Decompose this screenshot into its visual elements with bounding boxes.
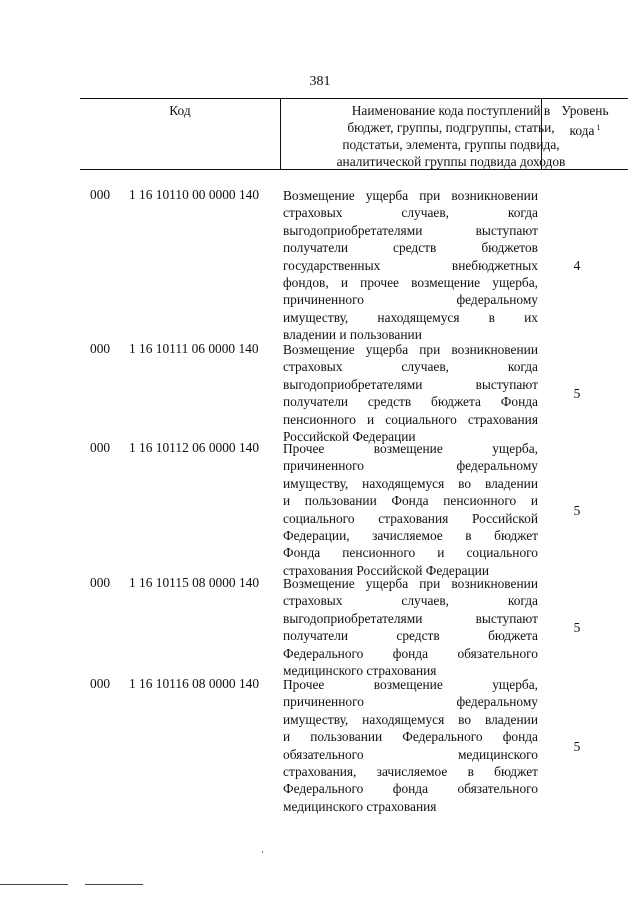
- revenue-name-line: причиненного федеральному: [283, 292, 538, 308]
- admin-code: 000: [90, 341, 111, 356]
- revenue-name: [283, 676, 538, 815]
- revenue-name-line: страхования, зачисляемое в бюджет: [283, 764, 538, 780]
- revenue-name-line: Федерального фонда обязательного: [283, 645, 538, 661]
- revenue-name-line: выгодоприобретателями выступают: [283, 376, 538, 392]
- revenue-code: 1 16 10112 06 0000 140: [129, 440, 260, 455]
- revenue-code: 1 16 10111 06 0000 140: [129, 341, 259, 356]
- revenue-name-line: государственных внебюджетных: [283, 257, 538, 273]
- revenue-name-line: имуществу, находящемуся во владении: [283, 711, 538, 727]
- page-number: 381: [309, 74, 331, 89]
- revenue-name-line: пенсионного и социального страхования: [283, 411, 538, 427]
- revenue-code: 1 16 10116 08 0000 140: [129, 676, 260, 691]
- revenue-name-line: Российской Федерации: [283, 429, 416, 445]
- revenue-name-line: владении и пользовании: [283, 327, 422, 343]
- header-level-line: Уровень: [561, 103, 609, 118]
- level-code: 5: [573, 620, 581, 636]
- revenue-name-line: Федерального фонда обязательного: [283, 781, 538, 797]
- revenue-name-line: выгодоприобретателями выступают: [283, 610, 538, 626]
- revenue-name-line: социального страхования Российской: [283, 510, 538, 526]
- header-name-line: подстатьи, элемента, группы подвида,: [342, 137, 560, 152]
- revenue-name-line: получатели средств бюджета Фонда: [283, 394, 538, 410]
- revenue-name: [283, 187, 538, 344]
- footer-rule: [0, 884, 68, 885]
- revenue-name-line: получатели средств бюджетов: [283, 240, 538, 256]
- admin-code: 000: [90, 187, 111, 202]
- revenue-name: [283, 341, 538, 445]
- revenue-name-line: страховых случаев, когда: [283, 205, 538, 221]
- revenue-name-line: и пользовании Фонда пенсионного и: [283, 493, 538, 509]
- header-name-line: аналитической группы подвида доходов: [336, 154, 566, 169]
- revenue-name-line: имуществу, находящемуся в их: [283, 309, 538, 325]
- revenue-name-line: Фонда пенсионного и социального: [283, 545, 538, 561]
- table-header: [80, 98, 628, 170]
- revenue-name-line: страхования Российской Федерации: [283, 562, 489, 578]
- revenue-name-line: страховых случаев, когда: [283, 359, 538, 375]
- revenue-name-line: причиненного федеральному: [283, 694, 538, 710]
- level-code: 5: [573, 738, 581, 754]
- header-name-line: бюджет, группы, подгруппы, статьи,: [347, 120, 555, 135]
- admin-code: 000: [90, 440, 111, 455]
- revenue-code: 1 16 10110 00 0000 140: [129, 187, 260, 202]
- revenue-name-line: Федерации, зачисляемое в бюджет: [283, 528, 538, 544]
- level-code: 5: [573, 386, 581, 402]
- revenue-name-line: Прочее возмещение ущерба,: [283, 441, 538, 456]
- scan-speck: [262, 851, 263, 853]
- header-name-line: Наименование кода поступлений в: [351, 103, 551, 118]
- level-code: 4: [573, 258, 581, 274]
- header-code: Код: [169, 103, 191, 118]
- revenue-name-line: имуществу, находящемуся во владении: [283, 475, 538, 491]
- revenue-name-line: получатели средств бюджета: [283, 628, 538, 644]
- revenue-name-line: Прочее возмещение ущерба,: [283, 677, 538, 692]
- header-level-line: [541, 119, 629, 139]
- revenue-name-line: причиненного федеральному: [283, 458, 538, 474]
- revenue-name-line: и пользовании Федерального фонда: [283, 729, 538, 745]
- revenue-name-line: Возмещение ущерба при возникновении: [283, 188, 538, 203]
- revenue-name-line: медицинского страхования: [283, 798, 437, 814]
- revenue-code: 1 16 10115 08 0000 140: [129, 575, 260, 590]
- revenue-name: [283, 440, 538, 579]
- admin-code: 000: [90, 676, 111, 691]
- revenue-name-line: медицинского страхования: [283, 663, 437, 679]
- revenue-name: [283, 575, 538, 679]
- revenue-name-line: страховых случаев, когда: [283, 593, 538, 609]
- revenue-name-line: фондов, и прочее возмещение ущерба,: [283, 275, 538, 291]
- revenue-name-line: Возмещение ущерба при возникновении: [283, 342, 538, 357]
- footnote-marker: 1: [596, 123, 601, 132]
- revenue-name-line: выгодоприобретателями выступают: [283, 222, 538, 238]
- level-code: 5: [573, 502, 581, 518]
- revenue-name-line: обязательного медицинского: [283, 746, 538, 762]
- revenue-name-line: Возмещение ущерба при возникновении: [283, 576, 538, 591]
- footer-rule: [85, 884, 143, 885]
- header-level: [541, 102, 629, 139]
- header-level-text: кода: [569, 123, 595, 138]
- admin-code: 000: [90, 575, 111, 590]
